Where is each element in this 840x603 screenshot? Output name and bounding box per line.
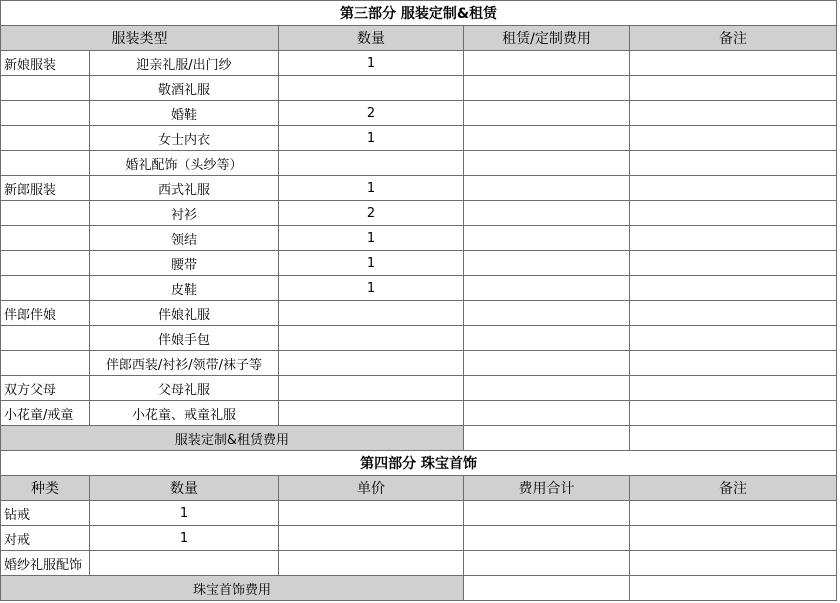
cost-cell[interactable] [464,126,630,151]
cost-cell[interactable] [464,401,630,426]
note-cell[interactable] [630,301,837,326]
quantity-cell[interactable] [279,326,464,351]
section4-total-value[interactable] [464,576,630,601]
note-cell[interactable] [630,201,837,226]
note-cell[interactable] [630,226,837,251]
note-cell[interactable] [630,51,837,76]
item-cell[interactable]: 腰带 [90,251,279,276]
table-row [1,151,837,176]
table-row [1,276,837,301]
quantity-cell[interactable]: 2 [279,101,464,126]
header-quantity[interactable]: 数量 [90,476,279,501]
note-cell[interactable] [630,501,837,526]
category-cell[interactable] [1,151,90,176]
item-cell[interactable]: 皮鞋 [90,276,279,301]
total-cell[interactable] [464,526,630,551]
quantity-cell[interactable] [279,351,464,376]
section4-title[interactable]: 第四部分 珠宝首饰 [1,451,837,476]
table-row [1,526,837,551]
note-cell[interactable] [630,401,837,426]
cost-cell[interactable] [464,51,630,76]
item-cell[interactable]: 迎亲礼服/出门纱 [90,51,279,76]
item-cell[interactable]: 伴郎西装/衬衫/领带/袜子等 [90,351,279,376]
item-cell[interactable]: 领结 [90,226,279,251]
price-cell[interactable] [279,526,464,551]
header-note[interactable]: 备注 [630,26,837,51]
quantity-cell[interactable]: 1 [90,526,279,551]
table-row [1,326,837,351]
item-cell[interactable]: 小花童、戒童礼服 [90,401,279,426]
kind-cell[interactable]: 婚纱礼服配饰 [1,551,90,576]
section4-title-row [1,451,837,476]
note-cell[interactable] [630,376,837,401]
cost-cell[interactable] [464,326,630,351]
table-row [1,76,837,101]
quantity-cell[interactable] [90,551,279,576]
table-row [1,351,837,376]
price-cell[interactable] [279,501,464,526]
category-cell[interactable]: 双方父母 [1,376,90,401]
item-cell[interactable]: 婚鞋 [90,101,279,126]
section3-total-row [1,426,837,451]
header-quantity[interactable]: 数量 [279,26,464,51]
section4-total-label[interactable]: 珠宝首饰费用 [1,576,464,601]
price-cell[interactable] [279,551,464,576]
cost-cell[interactable] [464,176,630,201]
quantity-cell[interactable]: 1 [279,276,464,301]
table-row [1,401,837,426]
table-row [1,251,837,276]
header-note[interactable]: 备注 [630,476,837,501]
quantity-cell[interactable]: 2 [279,201,464,226]
category-cell[interactable]: 新郎服装 [1,176,90,201]
note-cell[interactable] [630,551,837,576]
category-cell[interactable] [1,126,90,151]
quantity-cell[interactable] [279,301,464,326]
section3-title[interactable]: 第三部分 服装定制&租赁 [1,1,837,26]
table-row [1,226,837,251]
table-row [1,376,837,401]
cost-cell[interactable] [464,301,630,326]
table-body [1,1,837,601]
cost-cell[interactable] [464,101,630,126]
item-cell[interactable]: 敬酒礼服 [90,76,279,101]
item-cell[interactable]: 父母礼服 [90,376,279,401]
table-row [1,501,837,526]
note-cell[interactable] [630,176,837,201]
category-cell[interactable]: 伴郎伴娘 [1,301,90,326]
table-row [1,176,837,201]
item-cell[interactable]: 西式礼服 [90,176,279,201]
category-cell[interactable] [1,226,90,251]
cost-cell[interactable] [464,251,630,276]
section4-total-row [1,576,837,601]
cost-cell[interactable] [464,226,630,251]
header-rental-cost[interactable]: 租赁/定制费用 [464,26,630,51]
note-cell[interactable] [630,351,837,376]
total-cell[interactable] [464,501,630,526]
section3-total-note[interactable] [630,426,837,451]
category-cell[interactable] [1,326,90,351]
section3-title-row [1,1,837,26]
table-row [1,201,837,226]
quantity-cell[interactable]: 1 [90,501,279,526]
category-cell[interactable] [1,101,90,126]
section4-total-note[interactable] [630,576,837,601]
quantity-cell[interactable] [279,401,464,426]
cost-cell[interactable] [464,151,630,176]
item-cell[interactable]: 伴娘手包 [90,326,279,351]
quantity-cell[interactable] [279,76,464,101]
category-cell[interactable] [1,76,90,101]
kind-cell[interactable]: 钻戒 [1,501,90,526]
section4-header-row [1,476,837,501]
table-row [1,101,837,126]
item-cell[interactable]: 伴娘礼服 [90,301,279,326]
quantity-cell[interactable]: 1 [279,126,464,151]
quantity-cell[interactable] [279,151,464,176]
header-kind[interactable]: 种类 [1,476,90,501]
cost-cell[interactable] [464,276,630,301]
kind-cell[interactable]: 对戒 [1,526,90,551]
note-cell[interactable] [630,76,837,101]
header-clothing-type[interactable]: 服装类型 [1,26,279,51]
table-row [1,301,837,326]
quantity-cell[interactable]: 1 [279,51,464,76]
category-cell[interactable] [1,251,90,276]
category-cell[interactable] [1,201,90,226]
total-cell[interactable] [464,551,630,576]
section3-total-label[interactable]: 服装定制&租赁费用 [1,426,464,451]
table-row [1,126,837,151]
item-cell[interactable]: 衬衫 [90,201,279,226]
note-cell[interactable] [630,151,837,176]
table-row [1,551,837,576]
note-cell[interactable] [630,101,837,126]
cost-cell[interactable] [464,76,630,101]
quantity-cell[interactable]: 1 [279,176,464,201]
category-cell[interactable]: 小花童/戒童 [1,401,90,426]
category-cell[interactable] [1,351,90,376]
category-cell[interactable] [1,276,90,301]
header-unit-price[interactable]: 单价 [279,476,464,501]
item-cell[interactable]: 婚礼配饰（头纱等） [90,151,279,176]
note-cell[interactable] [630,326,837,351]
quantity-cell[interactable]: 1 [279,251,464,276]
note-cell[interactable] [630,526,837,551]
cost-cell[interactable] [464,201,630,226]
note-cell[interactable] [630,276,837,301]
note-cell[interactable] [630,126,837,151]
table-row [1,51,837,76]
section3-total-value[interactable] [464,426,630,451]
header-total[interactable]: 费用合计 [464,476,630,501]
item-cell[interactable]: 女士内衣 [90,126,279,151]
quantity-cell[interactable] [279,376,464,401]
note-cell[interactable] [630,251,837,276]
section3-header-row [1,26,837,51]
cost-cell[interactable] [464,376,630,401]
quantity-cell[interactable]: 1 [279,226,464,251]
category-cell[interactable]: 新娘服装 [1,51,90,76]
cost-cell[interactable] [464,351,630,376]
